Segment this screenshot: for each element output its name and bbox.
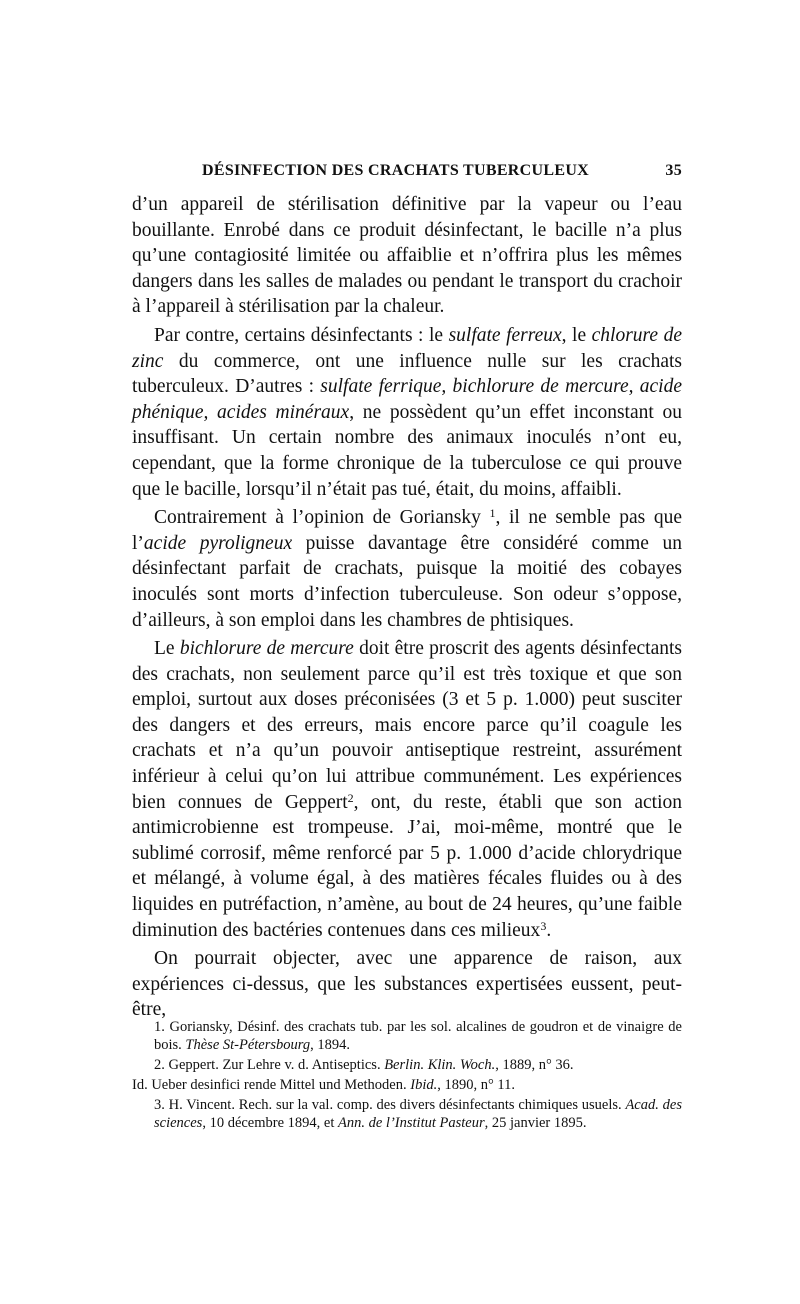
paragraph-4 [132, 636, 682, 943]
text-run: , 1890, n° 11. [437, 1077, 515, 1093]
text-run: , ne possèdent qu’un effet inconstant ou insuffisant. Un certain nombre des animaux inoculés n’ont eu, cependant, que la forme chronique de la tuberculose ce qui prouve que le bacille, lorsqu’il n’était pas tué, était, du moins, affaibli. [132, 401, 682, 500]
body-text [132, 192, 682, 1023]
text-run: , ont, du reste, établi que son action antimicrobienne est trompeuse. J’ai, moi-même, montré que le sublimé corrosif, même renforcé par 5 p. 1.000 d’acide chlorydrique et mélangé, à volume égal, à des matières fécales fluides ou à des liquides en putréfaction, n’amène, au bout de 24 heures, qu’une faible diminution des bactéries contenues dans ces milieux [132, 791, 682, 941]
footnote-2 [132, 1056, 682, 1074]
text-run: 1. Goriansky, Désinf. des crachats tub. par les sol. alcalines de goudron et de vinaigre de bois. [154, 1019, 682, 1053]
italic-term: chlorure de zinc [132, 324, 682, 372]
italic-term: sulfate ferreux [448, 324, 562, 346]
text-run: puisse davantage être considéré comme un désinfectant parfait de crachats, puisque la moitié des cobayes inoculés sont morts d’infection tuberculeuse. Son odeur s’oppose, d’ailleurs, à son emploi dans les chambres de phtisiques. [132, 532, 682, 631]
text-run: , 1889, n° 36. [495, 1057, 574, 1073]
italic-term: sulfate ferrique, bichlorure de mercure, acide phénique, acides minéraux [132, 376, 682, 423]
paragraph-1: d’un appareil de stérilisation définitive par la vapeur ou l’eau bouillante. Enrobé dans ce produit désinfectant, le bacille n’a plus qu’une contagiosité limitée ou affaiblie et n’offrira plus les mêmes dangers dans les salles de malades ou pendant le transport du crachoir à l’appareil à stérilisation par la chaleur. [132, 194, 682, 318]
footnote-1 [132, 1018, 682, 1054]
paragraph-3 [132, 505, 682, 633]
text-run: 2. Geppert. Zur Lehre v. d. Antiseptics. [154, 1057, 385, 1073]
footnote-ref: 2 [347, 790, 354, 805]
italic-term: bichlorure de mercure [179, 638, 354, 660]
italic-term: Ann. de l’Institut Pasteur [338, 1115, 485, 1131]
text-run: 3. H. Vincent. Rech. sur la val. comp. des divers désinfectants chimiques usuels. [154, 1097, 626, 1113]
text-run: doit être proscrit des agents désinfectants des crachats, non seulement parce qu’il est très toxique et que son emploi, surtout aux doses préconisées (3 et 5 p. 1.000) peut susciter des dangers et des erreurs, mais encore parce qu’il coagule les crachats et n’a qu’un pouvoir antiseptique restreint, assurément inférieur à celui qu’on lui attribue communément. Les expériences bien connues de Geppert [132, 638, 682, 813]
text-run: Par contre, certains désinfectants : le [154, 324, 449, 346]
text-run: , 10 décembre 1894, et [202, 1115, 339, 1131]
paragraph-5: On pourrait objecter, avec une apparence de raison, aux expériences ci-dessus, que les substances expertisées eussent, peut-être, [132, 948, 682, 1021]
italic-term: Ibid. [410, 1077, 438, 1093]
italic-term: Acad. des sciences [154, 1097, 682, 1131]
text-run: du commerce, ont une influence nulle sur les crachats tuberculeux. D’autres : [132, 350, 682, 398]
italic-term: Thèse St-Pétersbourg [185, 1037, 311, 1053]
text-run: , il ne semble pas que l’ [132, 507, 682, 554]
paragraph-2 [132, 323, 682, 502]
footnote-ref: 1 [489, 506, 496, 521]
text-run: Le [154, 638, 180, 660]
page-header [132, 160, 682, 186]
footnote-2-continued [132, 1076, 682, 1094]
footnotes [132, 1018, 682, 1134]
text-run: , 25 janvier 1895. [484, 1115, 587, 1131]
italic-term: acide pyroligneux [143, 532, 293, 554]
text-run: . [546, 919, 552, 941]
text-run: Id. Ueber desinfici rende Mittel und Methoden. [132, 1077, 411, 1093]
page-number: 35 [665, 162, 682, 179]
italic-term: Berlin. Klin. Woch. [384, 1057, 496, 1073]
running-title: DÉSINFECTION DES CRACHATS TUBERCULEUX [202, 162, 590, 179]
text-run: , 1894. [310, 1037, 351, 1053]
text-run: Contrairement à l’opinion de Goriansky [154, 507, 490, 529]
footnote-ref: 3 [540, 918, 547, 933]
text-run: , le [561, 324, 592, 346]
footnote-3 [132, 1096, 682, 1132]
